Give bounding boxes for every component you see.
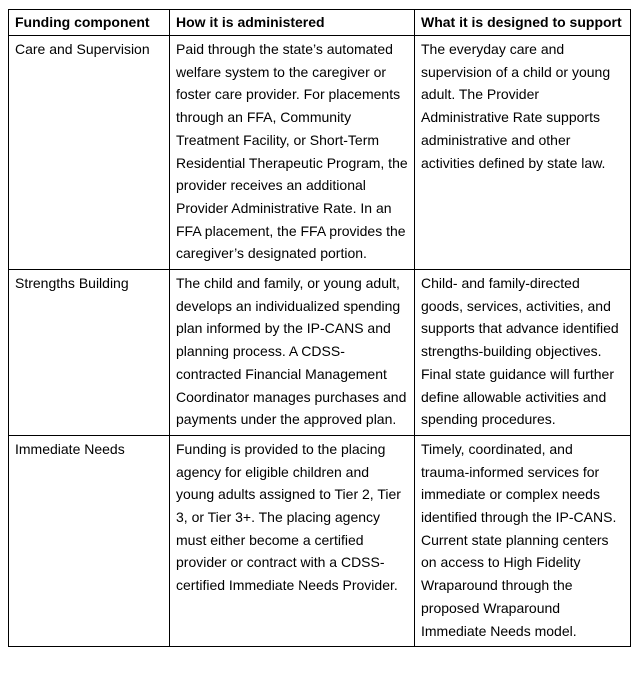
column-header-funding-component: Funding component	[9, 10, 170, 36]
table-row	[9, 36, 631, 270]
table-row	[9, 435, 631, 646]
cell-funding-component	[9, 36, 170, 270]
cell-text: Immediate Needs	[15, 440, 125, 457]
table-body	[9, 36, 631, 647]
funding-components-table	[8, 9, 631, 647]
cell-how-administered	[170, 36, 415, 270]
cell-how-administered	[170, 435, 415, 646]
cell-how-administered	[170, 270, 415, 436]
table-row	[9, 270, 631, 436]
cell-text: Care and Supervision	[15, 41, 150, 57]
cell-designed-to-support	[415, 36, 631, 270]
cell-text: Funding is provided to the placing agency for eligible children and young adults assigned to Tier 2, Tier 3, or Tier 3+. The placing agency must either become a certified provider or contract with a CDSS-certified Immediate Needs Provider.	[176, 440, 401, 594]
table-header	[9, 10, 631, 36]
cell-text: Timely, coordinated, and trauma-informed services for immediate or complex needs identified through the IP-CANS. Current state planning centers on access to High Fidelity Wraparound through the proposed Wraparound Immediate Needs model.	[421, 440, 617, 639]
cell-text: Child- and family-directed goods, services, activities, and supports that advance identified strengths-building objectives. Final state guidance will further define allowable activities and spending procedures.	[421, 275, 619, 428]
column-header-how-administered: How it is administered	[170, 10, 415, 36]
cell-funding-component	[9, 435, 170, 646]
cell-designed-to-support	[415, 435, 631, 646]
cell-text: Paid through the state’s automated welfare system to the caregiver or foster care provider. For placements through an FFA, Community Treatment Facility, or Short-Term Residential Therapeutic Program, the provider receives an additional Provider Administrative Rate. In an FFA placement, the FFA provides the caregiver’s designated portion.	[176, 41, 408, 262]
cell-text: The everyday care and supervision of a child or young adult. The Provider Administrative Rate supports administrative and other activities defined by state law.	[421, 41, 611, 171]
cell-text: Strengths Building	[15, 275, 129, 292]
header-row	[9, 10, 631, 36]
cell-text: The child and family, or young adult, develops an individualized spending plan informed by the IP-CANS and planning process. A CDSS-contracted Financial Management Coordinator manages purchases and payments under the approved plan.	[176, 275, 407, 428]
column-header-designed-to-support: What it is designed to support	[415, 10, 631, 36]
cell-designed-to-support	[415, 270, 631, 436]
cell-funding-component	[9, 270, 170, 436]
